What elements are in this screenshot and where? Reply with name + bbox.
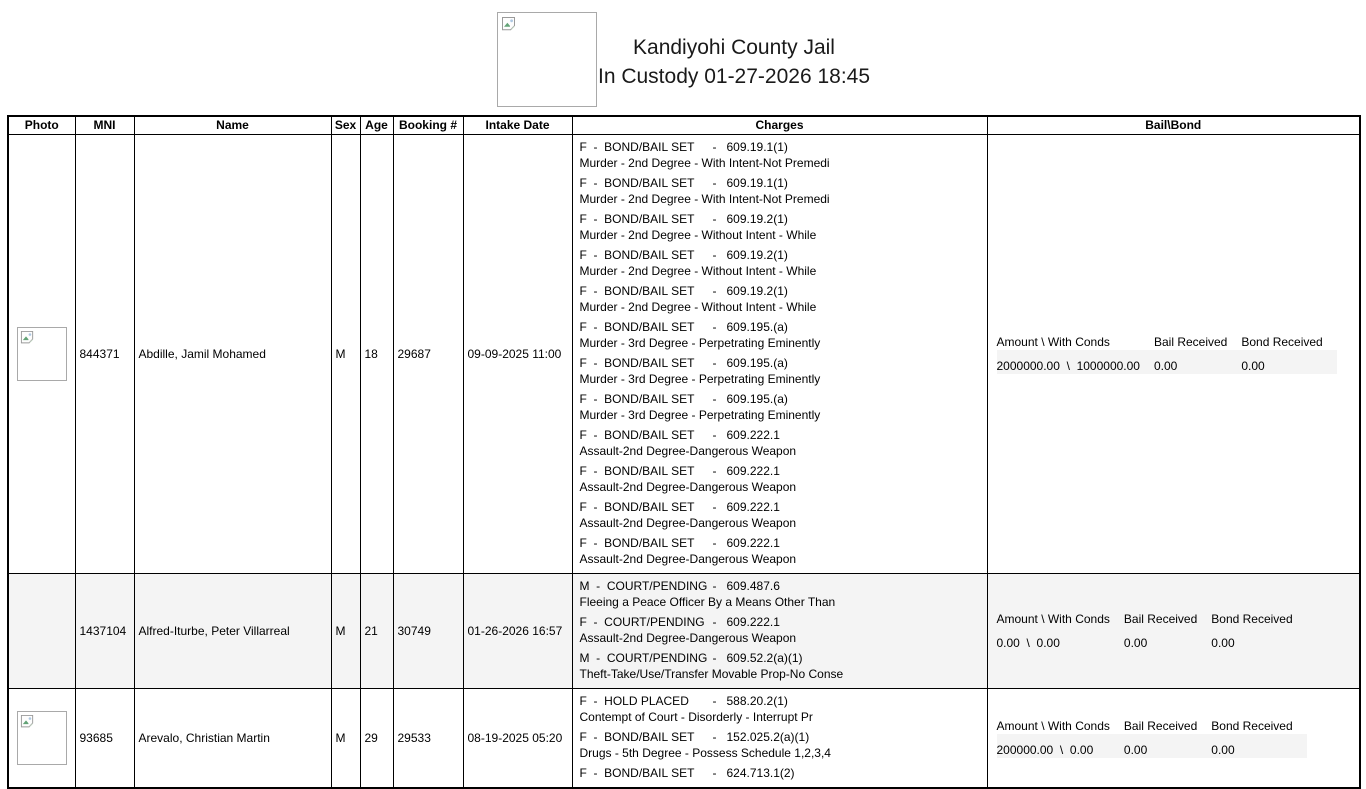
charge-item [580,247,981,279]
charge-description: Murder - 2nd Degree - With Intent-Not Premedi [579,191,830,206]
inmate-photo-placeholder [17,711,67,765]
bail-table [997,611,1307,651]
booking-cell: 30749 [393,573,463,688]
charge-statute: - 609.19.1(1) [712,139,788,154]
charge-level-status: F - BOND/BAIL SET [579,765,695,780]
charge-statute-line [580,650,981,666]
header-row [8,116,1360,134]
bond-received-value: 0.00 [1211,742,1235,757]
age-cell: 21 [360,573,393,688]
charge-statute-line [580,355,981,371]
column-header-booking: Booking # [393,116,463,134]
charge-level-status: F - BOND/BAIL SET [579,391,695,406]
charge-item [580,729,981,761]
name-cell: Abdille, Jamil Mohamed [134,134,331,573]
column-header-intake: Intake Date [463,116,572,134]
charge-description: Murder - 3rd Degree - Perpetrating Eminently [579,407,821,422]
charge-item [580,319,981,351]
inmate-row [8,688,1360,788]
bail-received-label: Bail Received [1123,611,1198,626]
charge-item [580,427,981,459]
charge-statute: - 609.222.1 [712,535,780,550]
charge-statute-line [580,427,981,443]
charge-description: Assault-2nd Degree-Dangerous Weapon [579,443,797,458]
name-cell: Arevalo, Christian Martin [134,688,331,788]
mni-cell: 93685 [75,688,134,788]
charge-statute: - 624.713.1(2) [712,765,795,780]
charge-level-status: F - BOND/BAIL SET [579,175,695,190]
charges-cell [572,688,987,788]
name-cell: Alfred-Iturbe, Peter Villarreal [134,573,331,688]
charge-item [580,499,981,531]
column-header-bailbond: Bail\Bond [987,116,1360,134]
booking-cell: 29533 [393,688,463,788]
charge-description: Murder - 2nd Degree - Without Intent - While [579,227,817,242]
charge-item [580,614,981,646]
charge-statute-line [580,211,981,227]
charge-statute: - 152.025.2(a)(1) [712,729,810,744]
bail-received-label: Bail Received [1153,334,1228,349]
charge-description: Drugs - 5th Degree - Possess Schedule 1,2,3,4 [579,745,831,760]
charge-item [580,765,981,781]
bail-amount-label: Amount \ With Conds [996,334,1110,349]
charge-description: Assault-2nd Degree-Dangerous Weapon [579,479,797,494]
charge-statute-line [580,175,981,191]
bail-bond-cell [987,688,1360,788]
charge-statute: - 609.195.(a) [712,319,788,334]
age-cell: 29 [360,688,393,788]
bail-received-value: 0.00 [1153,358,1178,373]
broken-image-icon [20,330,35,345]
charge-description: Theft-Take/Use/Transfer Movable Prop-No Conse [579,666,844,681]
bail-table [997,718,1307,758]
charge-description: Assault-2nd Degree-Dangerous Weapon [579,515,797,530]
charge-item [580,693,981,725]
charge-description: Assault-2nd Degree-Dangerous Weapon [579,630,797,645]
charge-statute: - 609.222.1 [712,614,780,629]
age-cell: 18 [360,134,393,573]
page-title [534,33,934,91]
charges-cell [572,573,987,688]
charge-statute: - 609.195.(a) [712,355,788,370]
column-header-sex: Sex [331,116,360,134]
charge-item [580,283,981,315]
charge-statute-line [580,391,981,407]
intake-date-cell: 01-26-2026 16:57 [463,573,572,688]
roster-body [8,134,1360,788]
charge-item [580,175,981,207]
charge-level-status: F - BOND/BAIL SET [579,535,695,550]
charge-statute: - 588.20.2(1) [712,693,788,708]
column-header-mni: MNI [75,116,134,134]
column-header-charges: Charges [572,116,987,134]
sex-cell: M [331,688,360,788]
inmate-photo-placeholder [17,327,67,381]
charge-level-status: F - BOND/BAIL SET [579,247,695,262]
column-header-photo: Photo [8,116,75,134]
charge-level-status: F - BOND/BAIL SET [579,729,695,744]
charge-statute-line [580,578,981,594]
charge-statute: - 609.195.(a) [712,391,788,406]
charge-level-status: F - BOND/BAIL SET [579,139,695,154]
bail-table [997,334,1337,374]
charge-level-status: F - COURT/PENDING [579,614,705,629]
broken-image-icon [20,714,35,729]
bail-received-value: 0.00 [1123,742,1148,757]
intake-date-cell: 08-19-2025 05:20 [463,688,572,788]
intake-date-cell: 09-09-2025 11:00 [463,134,572,573]
charge-description: Murder - 2nd Degree - With Intent-Not Premedi [579,155,830,170]
charge-item [580,535,981,567]
bond-received-value: 0.00 [1241,358,1265,373]
charge-level-status: F - BOND/BAIL SET [579,463,695,478]
charge-item [580,578,981,610]
charge-level-status: F - BOND/BAIL SET [579,283,695,298]
column-header-age: Age [360,116,393,134]
charge-item [580,139,981,171]
bond-received-label: Bond Received [1211,718,1293,733]
page-title-line1: Kandiyohi County Jail [633,36,835,59]
charge-statute: - 609.222.1 [712,463,780,478]
charge-statute-line [580,765,981,781]
photo-cell [8,134,75,573]
charge-statute-line [580,535,981,551]
charge-item [580,211,981,243]
charge-level-status: F - BOND/BAIL SET [579,211,695,226]
charge-statute-line [580,729,981,745]
charge-statute: - 609.222.1 [712,499,780,514]
mni-cell: 1437104 [75,573,134,688]
charge-level-status: F - BOND/BAIL SET [579,319,695,334]
charge-statute: - 609.19.2(1) [712,247,788,262]
charge-description: Murder - 2nd Degree - Without Intent - While [579,299,817,314]
charge-description: Assault-2nd Degree-Dangerous Weapon [579,551,797,566]
bail-amount-value: 200000.00 \ 0.00 [996,742,1094,757]
bail-received-label: Bail Received [1123,718,1198,733]
broken-image-icon [501,16,517,32]
charge-item [580,650,981,682]
charge-description: Murder - 3rd Degree - Perpetrating Eminently [579,335,821,350]
bail-header-row [997,611,1307,627]
charge-statute: - 609.222.1 [712,427,780,442]
bail-amount-value: 2000000.00 \ 1000000.00 [996,358,1140,373]
charge-statute-line [580,283,981,299]
photo-cell [8,573,75,688]
bond-received-label: Bond Received [1241,334,1323,349]
bail-amount-value: 0.00 \ 0.00 [996,635,1060,650]
bail-received-value: 0.00 [1123,635,1148,650]
charge-description: Fleeing a Peace Officer By a Means Other Than [579,594,836,609]
mni-cell: 844371 [75,134,134,573]
roster-table [7,115,1361,789]
page-title-line2: In Custody 01-27-2026 18:45 [597,65,871,88]
charge-item [580,355,981,387]
charge-description: Murder - 3rd Degree - Perpetrating Eminently [579,371,821,386]
charge-statute: - 609.19.2(1) [712,283,788,298]
charge-description: Murder - 2nd Degree - Without Intent - While [579,263,817,278]
inmate-row [8,573,1360,688]
charge-statute-line [580,319,981,335]
bail-value-row [997,734,1307,758]
charge-statute: - 609.19.1(1) [712,175,788,190]
charge-statute-line [580,463,981,479]
bail-value-row [997,350,1337,374]
bail-header-row [997,334,1337,350]
bail-header-row [997,718,1307,734]
charge-statute: - 609.19.2(1) [712,211,788,226]
charge-statute-line [580,139,981,155]
charge-item [580,463,981,495]
charge-level-status: F - BOND/BAIL SET [579,355,695,370]
bail-amount-label: Amount \ With Conds [996,718,1110,733]
photo-cell [8,688,75,788]
charge-statute-line [580,693,981,709]
charge-level-status: F - BOND/BAIL SET [579,427,695,442]
bail-amount-label: Amount \ With Conds [996,611,1110,626]
booking-cell: 29687 [393,134,463,573]
bond-received-value: 0.00 [1211,635,1235,650]
inmate-row [8,134,1360,573]
charge-statute-line [580,499,981,515]
bail-value-row [997,627,1307,651]
charge-level-status: F - HOLD PLACED [579,693,689,708]
charge-statute-line [580,614,981,630]
sex-cell: M [331,134,360,573]
charges-cell [572,134,987,573]
charge-level-status: M - COURT/PENDING [579,578,708,593]
charge-item [580,391,981,423]
column-header-name: Name [134,116,331,134]
charge-statute-line [580,247,981,263]
charge-level-status: M - COURT/PENDING [579,650,708,665]
charge-statute: - 609.487.6 [712,578,780,593]
bail-bond-cell [987,134,1360,573]
charge-level-status: F - BOND/BAIL SET [579,499,695,514]
bond-received-label: Bond Received [1211,611,1293,626]
charge-statute: - 609.52.2(a)(1) [712,650,803,665]
bail-bond-cell [987,573,1360,688]
sex-cell: M [331,573,360,688]
charge-description: Contempt of Court - Disorderly - Interrupt Pr [579,709,813,724]
